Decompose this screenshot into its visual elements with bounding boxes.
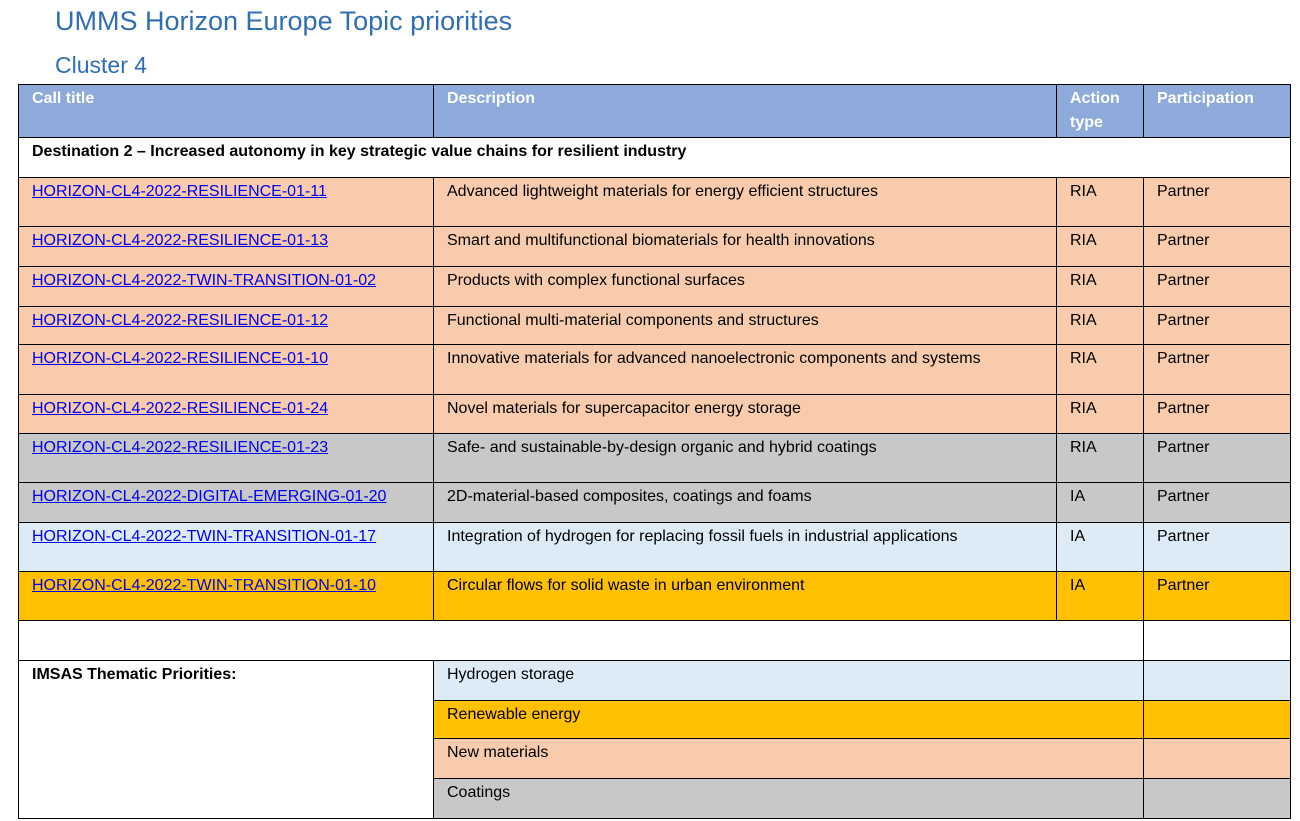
call-link[interactable]: HORIZON-CL4-2022-TWIN-TRANSITION-01-02 (32, 272, 377, 289)
call-link[interactable]: HORIZON-CL4-2022-RESILIENCE-01-24 (32, 400, 329, 417)
action-type-cell: RIA (1057, 178, 1144, 227)
destination-heading: Destination 2 – Increased autonomy in key strategic value chains for resilient industry (19, 138, 1291, 178)
topics-table (18, 84, 1291, 819)
empty-cell (19, 621, 1144, 661)
priority-item: Hydrogen storage (434, 661, 1144, 701)
participation-cell: Partner (1144, 307, 1291, 345)
participation-cell: Partner (1144, 434, 1291, 483)
priority-item: Renewable energy (434, 701, 1144, 739)
call-link[interactable]: HORIZON-CL4-2022-RESILIENCE-01-12 (32, 312, 329, 329)
description-cell: Products with complex functional surfaces (434, 267, 1057, 307)
priorities-label: IMSAS Thematic Priorities: (19, 661, 434, 819)
table-row (19, 572, 1291, 621)
priority-item: Coatings (434, 779, 1144, 819)
action-type-cell: RIA (1057, 345, 1144, 395)
destination-row (19, 138, 1291, 178)
table-row (19, 345, 1291, 395)
table-row (19, 434, 1291, 483)
description-cell: Circular flows for solid waste in urban environment (434, 572, 1057, 621)
participation-cell: Partner (1144, 523, 1291, 572)
action-type-cell: RIA (1057, 227, 1144, 267)
call-link[interactable]: HORIZON-CL4-2022-RESILIENCE-01-23 (32, 439, 329, 456)
action-type-cell: IA (1057, 572, 1144, 621)
priority-empty-cell (1144, 779, 1291, 819)
table-row (19, 307, 1291, 345)
spacer-row (19, 621, 1291, 661)
call-link[interactable]: HORIZON-CL4-2022-TWIN-TRANSITION-01-17 (32, 528, 377, 545)
call-link[interactable]: HORIZON-CL4-2022-TWIN-TRANSITION-01-10 (32, 577, 377, 594)
description-cell: Functional multi-material components and structures (434, 307, 1057, 345)
description-cell: Integration of hydrogen for replacing fossil fuels in industrial applications (434, 523, 1057, 572)
participation-cell: Partner (1144, 227, 1291, 267)
table-header-row (19, 85, 1291, 138)
action-type-cell: RIA (1057, 307, 1144, 345)
page-title: UMMS Horizon Europe Topic priorities (55, 6, 513, 36)
header-action-type: Action type (1057, 85, 1144, 138)
empty-cell (1144, 621, 1291, 661)
header-participation: Participation (1144, 85, 1291, 138)
priority-empty-cell (1144, 661, 1291, 701)
header-description: Description (434, 85, 1057, 138)
participation-cell: Partner (1144, 178, 1291, 227)
description-cell: Smart and multifunctional biomaterials for health innovations (434, 227, 1057, 267)
action-type-cell: RIA (1057, 267, 1144, 307)
description-cell: Novel materials for supercapacitor energy storage (434, 395, 1057, 434)
priority-item: New materials (434, 739, 1144, 779)
participation-cell: Partner (1144, 572, 1291, 621)
table-row (19, 267, 1291, 307)
participation-cell: Partner (1144, 267, 1291, 307)
priority-empty-cell (1144, 739, 1291, 779)
action-type-cell: IA (1057, 483, 1144, 523)
table-row (19, 483, 1291, 523)
table-row (19, 523, 1291, 572)
description-cell: Safe- and sustainable-by-design organic and hybrid coatings (434, 434, 1057, 483)
table-row (19, 178, 1291, 227)
call-link[interactable]: HORIZON-CL4-2022-RESILIENCE-01-13 (32, 232, 329, 249)
table-row (19, 227, 1291, 267)
participation-cell: Partner (1144, 345, 1291, 395)
page-subtitle: Cluster 4 (55, 52, 148, 78)
call-link[interactable]: HORIZON-CL4-2022-DIGITAL-EMERGING-01-20 (32, 488, 387, 505)
priority-row (19, 661, 1291, 701)
action-type-cell: RIA (1057, 395, 1144, 434)
description-cell: 2D-material-based composites, coatings and foams (434, 483, 1057, 523)
priority-empty-cell (1144, 701, 1291, 739)
participation-cell: Partner (1144, 483, 1291, 523)
description-cell: Innovative materials for advanced nanoelectronic components and systems (434, 345, 1057, 395)
call-link[interactable]: HORIZON-CL4-2022-RESILIENCE-01-10 (32, 350, 329, 367)
table-row (19, 395, 1291, 434)
action-type-cell: RIA (1057, 434, 1144, 483)
participation-cell: Partner (1144, 395, 1291, 434)
action-type-cell: IA (1057, 523, 1144, 572)
call-link[interactable]: HORIZON-CL4-2022-RESILIENCE-01-11 (32, 183, 327, 200)
description-cell: Advanced lightweight materials for energy efficient structures (434, 178, 1057, 227)
header-call-title: Call title (19, 85, 434, 138)
